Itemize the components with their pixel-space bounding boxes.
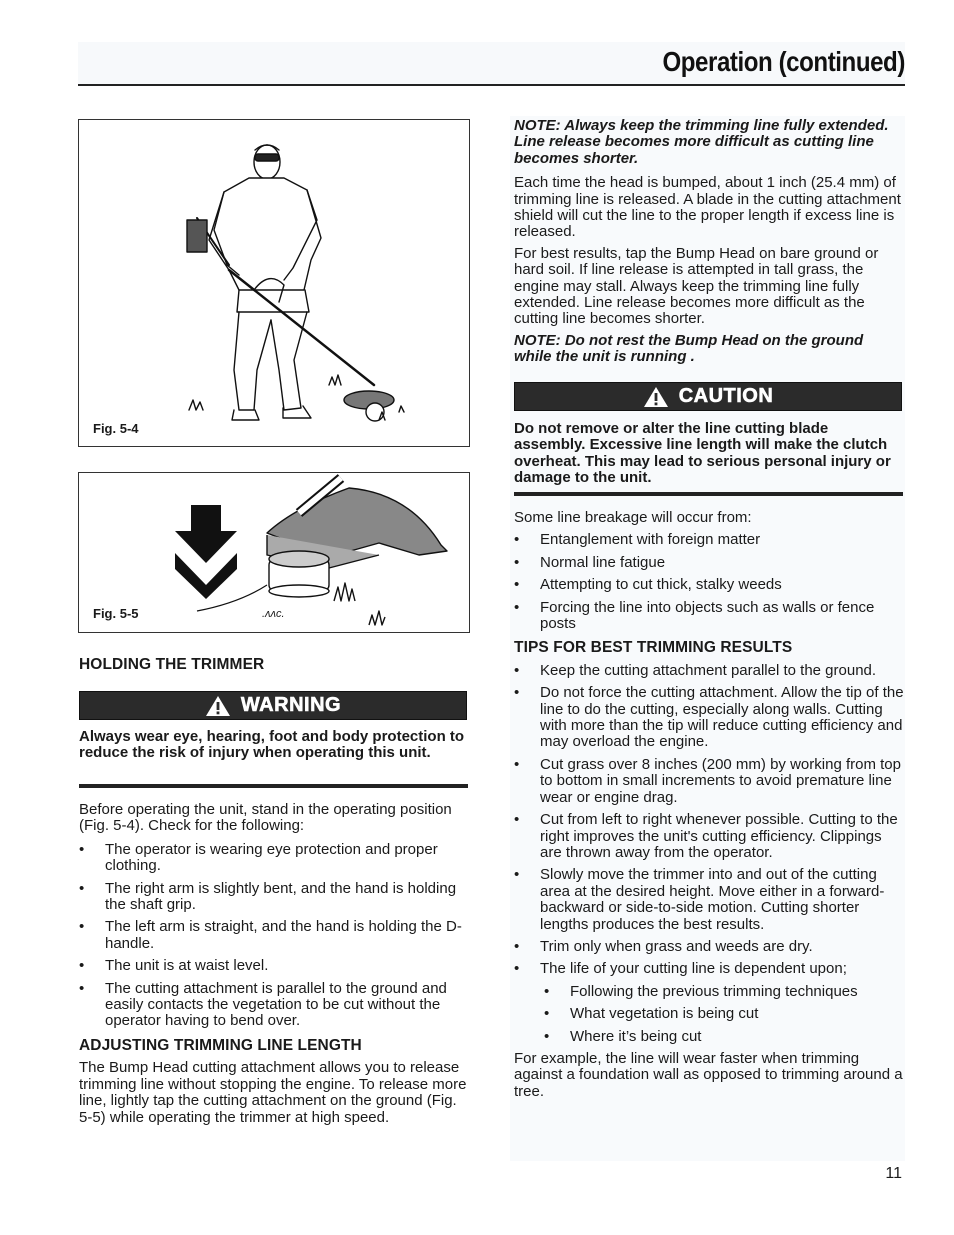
caution-rule (514, 492, 903, 496)
warning-text-block (79, 729, 469, 762)
down-arrow-icon (175, 505, 237, 599)
caution-label: CAUTION (678, 385, 774, 407)
operator-checklist (79, 842, 471, 1030)
list-item: • The cutting attachment is parallel to the ground and easily contacts the vegetation to be cut without the operator having to bend over. (79, 981, 471, 1030)
holding-heading: HOLDING THE TRIMMER (79, 656, 265, 673)
warning-triangle-icon (205, 695, 231, 717)
list-item: • The left arm is straight, and the hand is holding the D-handle. (79, 919, 471, 952)
list-item: • Following the previous trimming techniques (544, 984, 904, 1000)
header-band (78, 42, 905, 86)
list-item: • Attempting to cut thick, stalky weeds (514, 577, 904, 593)
closing-text: For example, the line will wear faster when trimming against a foundation wall as opposed to trimming around a tree. (514, 1049, 903, 1100)
adjusting-heading: ADJUSTING TRIMMING LINE LENGTH (79, 1036, 362, 1054)
figure-5-4 (78, 119, 470, 447)
subtips-list (544, 984, 904, 1045)
warning-label: WARNING (240, 694, 342, 716)
list-item: • Cut from left to right whenever possible. Cutting to the right improves the unit's cutting efficiency. Clippings are thrown away from the operator. (514, 812, 904, 861)
paragraph-bump: Each time the head is bumped, about 1 inch (25.4 mm) of trimming line is released. A blade in the cutting attachment shield will cut the line to the proper length if excess line is released. (514, 174, 901, 241)
paragraph-best-results: For best results, tap the Bump Head on bare ground or hard soil. If line release is attempted in tall grass, the engine may stall. Always keep the trimming line fully extended. Line release becomes more difficult as the cutting line becomes shorter. (514, 244, 879, 328)
left-body (79, 802, 471, 1126)
list-item: • Keep the cutting attachment parallel to the ground. (514, 663, 904, 679)
warning-triangle-icon (643, 386, 669, 408)
tips-heading: TIPS FOR BEST TRIMMING RESULTS (514, 639, 793, 657)
breakage-intro: Some line breakage will occur from: (514, 509, 752, 526)
figure-label-5-5: Fig. 5-5 (93, 606, 139, 621)
caution-text-block (514, 421, 902, 487)
list-item: • Slowly move the trimmer into and out of the cutting area at the desired height. Move either in a forward-backward or side-to-side motion. Cutting shorter lengths produces the best results. (514, 867, 904, 933)
tips-list (514, 663, 904, 978)
list-item: • The operator is wearing eye protection and proper clothing. (79, 842, 471, 875)
figure-5-5 (78, 472, 470, 633)
list-item: • What vegetation is being cut (544, 1006, 904, 1022)
left-column (79, 657, 471, 673)
adjusting-text: The Bump Head cutting attachment allows you to release trimming line without stopping the engine. To release more line, lightly tap the cutting attachment on the ground (Fig. 5-5) while operating the trimmer at high speed. (79, 1059, 467, 1126)
note-1: NOTE: Always keep the trimming line fully extended. Line release becomes more difficult as cutting line becomes shorter. (514, 117, 889, 167)
list-item: • Entanglement with foreign matter (514, 532, 904, 548)
list-item: • Cut grass over 8 inches (200 mm) by working from top to bottom in small increments to avoid premature line wear or engine drag. (514, 757, 904, 806)
warning-rule (79, 784, 468, 788)
right-body (514, 510, 904, 1100)
list-item: • The unit is at waist level. (79, 958, 471, 974)
list-item: • Do not force the cutting attachment. Allow the tip of the line to do the cutting, especially along walls. Cutting with more than the tip will reduce cutting efficiency and may overload the engine. (514, 685, 904, 751)
figure-5-5-ground-text: .ʌʌc. (262, 608, 285, 620)
page-number: 11 (885, 1165, 902, 1182)
warning-text: Always wear eye, hearing, foot and body protection to reduce the risk of injury when operating this unit. (79, 728, 465, 762)
list-item: • Normal line fatigue (514, 555, 904, 571)
note-2: NOTE: Do not rest the Bump Head on the ground while the unit is running . (514, 331, 864, 366)
page-title: Operation (continued) (662, 46, 905, 77)
caution-banner (514, 382, 902, 411)
list-item: • Forcing the line into objects such as walls or fence posts (514, 600, 904, 633)
list-item: • Trim only when grass and weeds are dry. (514, 939, 904, 955)
list-item: • The life of your cutting line is dependent upon; (514, 961, 904, 977)
operator-illustration (79, 120, 469, 446)
figure-label-5-4: Fig. 5-4 (93, 421, 139, 436)
list-item: • The right arm is slightly bent, and the hand is holding the shaft grip. (79, 881, 471, 914)
breakage-list (514, 532, 904, 632)
before-operating-text: Before operating the unit, stand in the operating position (Fig. 5-4). Check for the following: (79, 801, 452, 835)
list-item: • Where it’s being cut (544, 1029, 904, 1045)
right-column (514, 118, 904, 366)
caution-text: Do not remove or alter the line cutting blade assembly. Excessive line length will make the clutch overheat. This may lead to serious personal injury or damage to the unit. (514, 420, 891, 487)
warning-banner (79, 691, 467, 720)
